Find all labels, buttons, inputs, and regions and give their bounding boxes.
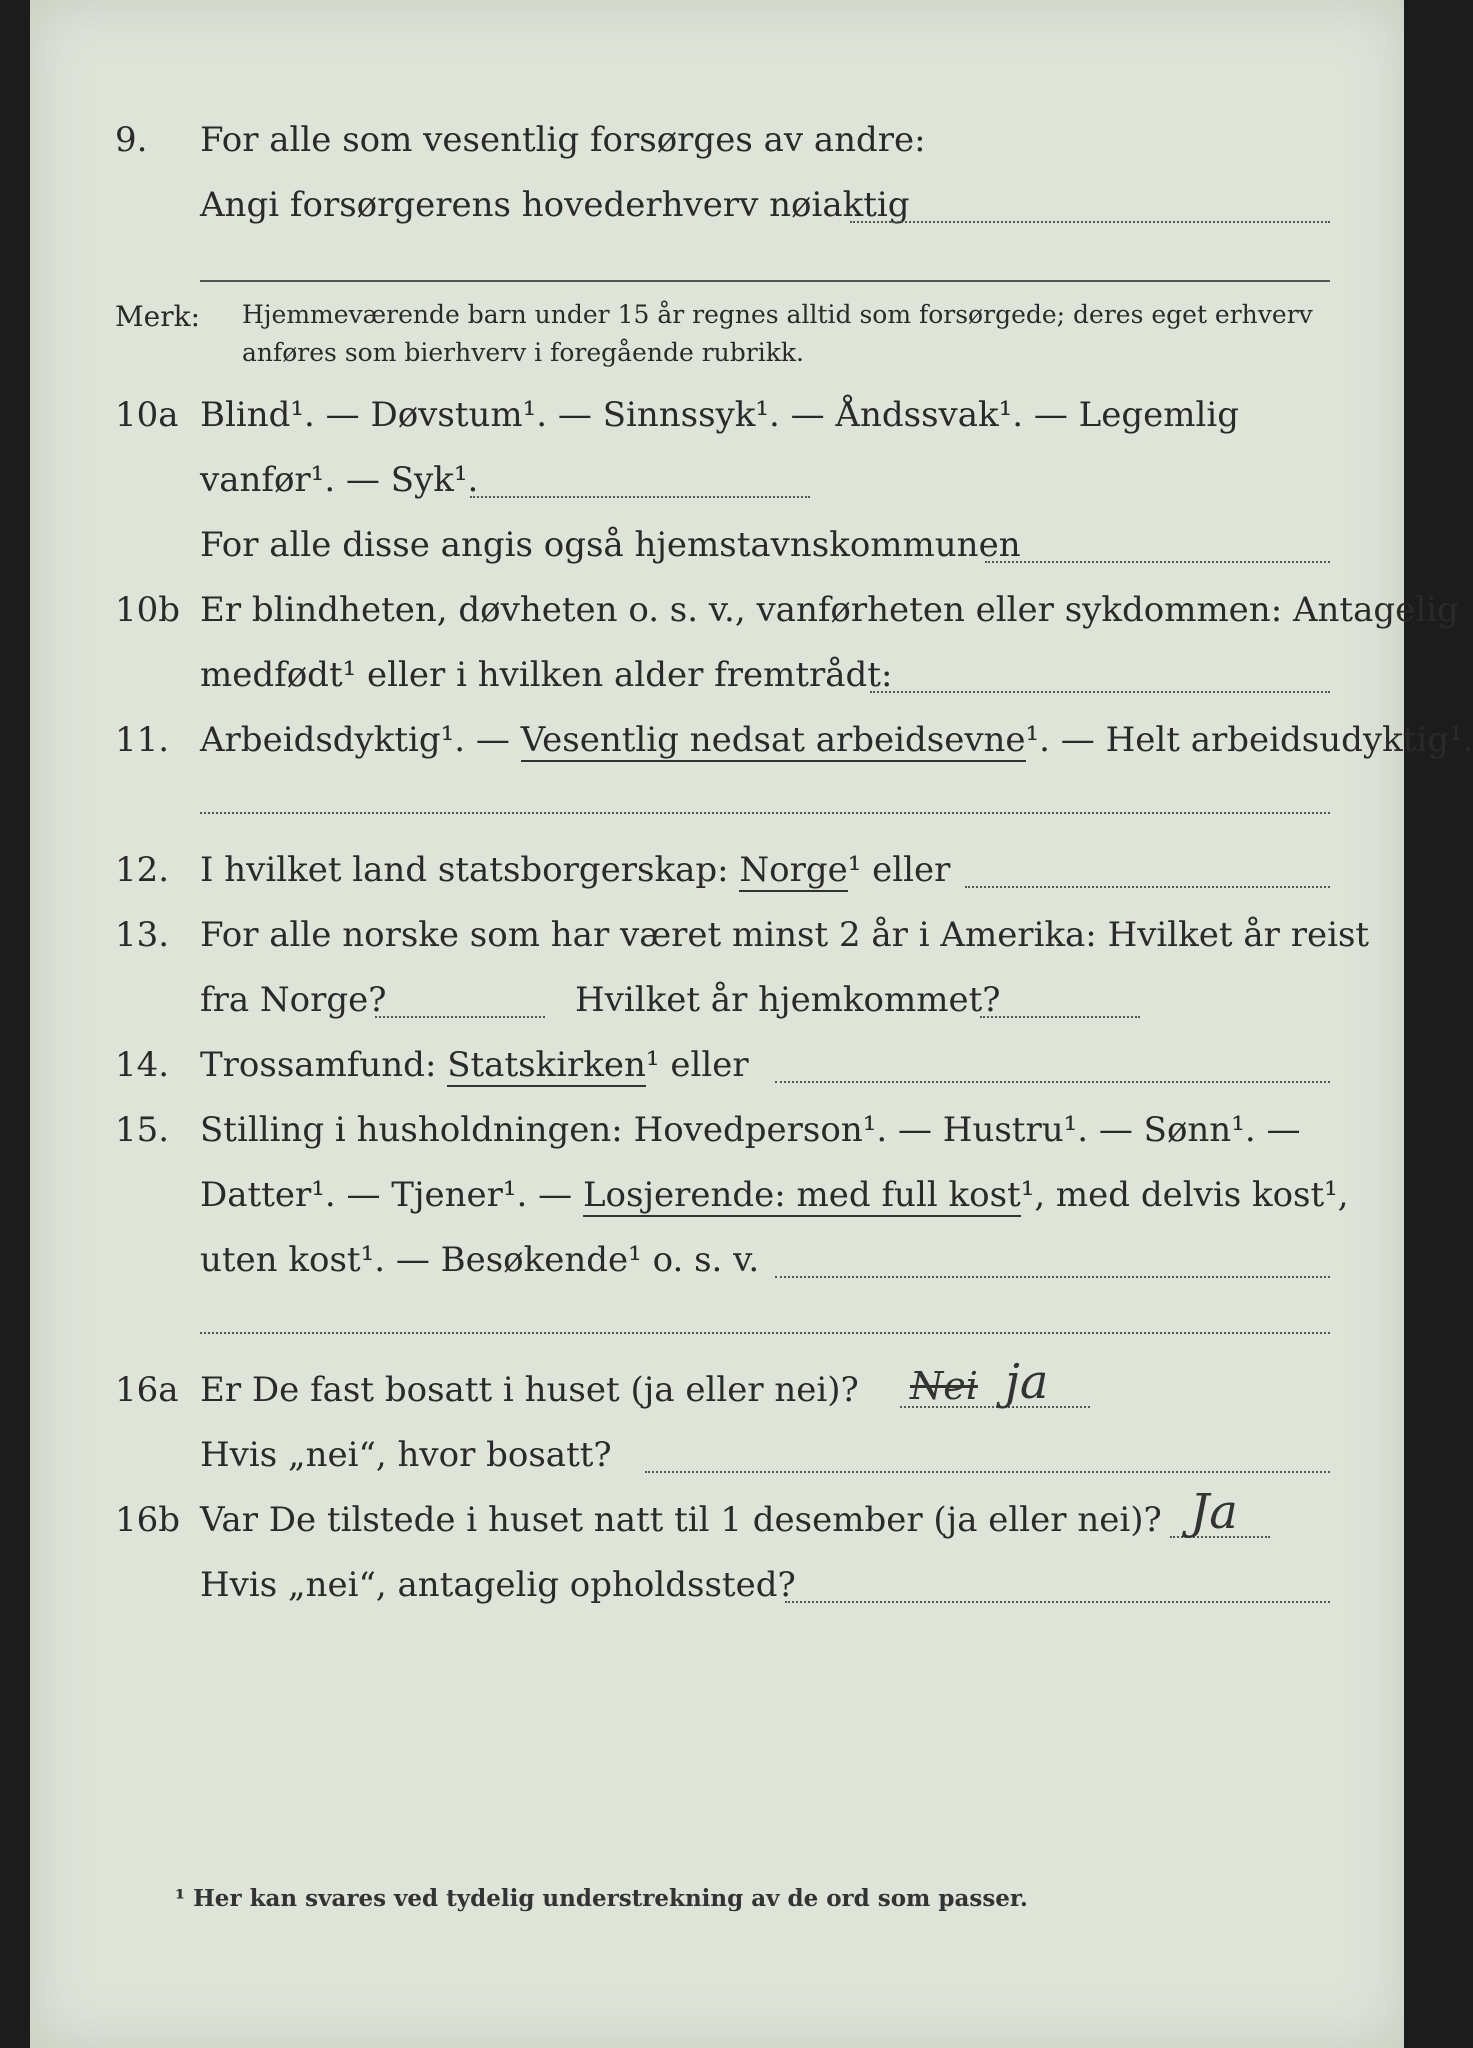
q15-answer-line[interactable] [775,1276,1330,1278]
q12-before: I hvilket land statsborgerskap: [200,850,740,890]
q12-answer-line[interactable] [965,886,1330,888]
q15-row3 [30,1240,1404,1300]
q10a-syk-line[interactable] [470,496,810,498]
q11-row [30,720,1473,780]
q11-underlined-answer: Vesentlig nedsat arbeidsevne [520,720,1026,760]
q16b-row [30,1484,1404,1560]
q16b-line2: Hvis „nei“, antagelig opholdssted? [200,1565,796,1605]
q15-line2-after: ¹, med delvis kost¹, [1020,1175,1349,1215]
q10a-row3 [30,525,1404,585]
footnote-row [30,1885,1404,1945]
q13-number: 13. [115,915,170,955]
q10b-line1: Er blindheten, døvheten o. s. v., vanførheten eller sykdommen: Antagelig [200,590,1459,630]
q16a-line1: Er De fast bosatt i huset (ja eller nei)? [200,1370,859,1410]
q11-number: 11. [115,720,170,760]
q9-answer-line[interactable] [850,221,1330,223]
q10a-row [30,395,1404,455]
q10b-line2: medfødt¹ eller i hvilken alder fremtrådt: [200,655,893,695]
q11-after: ¹. — Helt arbeidsudyktig¹. [1025,720,1473,760]
q10b-row2 [30,655,1404,715]
q10b-number: 10b [115,590,181,630]
merk-line2: anføres som bierhverv i foregående rubrikk. [242,338,804,367]
q13-line1: For alle norske som har været minst 2 år i Amerika: Hvilket år reist [200,915,1370,955]
q12-after: ¹ eller [847,850,951,890]
q10a-row2 [30,460,1404,520]
q11-separator [200,812,1330,814]
q13-row2 [30,980,1404,1040]
q12-row [30,850,1404,910]
q15-line2 [200,1175,1349,1215]
q13-line2b: Hvilket år hjemkommet? [575,980,1001,1020]
q15-line1: Stilling i husholdningen: Hovedperson¹. — Hustru¹. — Sønn¹. — [200,1110,1301,1150]
q16b-opholdssted-line[interactable] [785,1601,1330,1603]
q9-row [30,120,1404,180]
q15-underlined-answer: Losjerende: med full kost [582,1175,1021,1215]
q14-before: Trossamfund: [200,1045,448,1085]
q15-number: 15. [115,1110,170,1150]
q10b-answer-line[interactable] [870,691,1330,693]
q16b-line1: Var De tilstede i huset natt til 1 desember (ja eller nei)? [200,1500,1162,1540]
q13-row [30,915,1404,975]
q10a-number: 10a [115,395,179,435]
q16b-handwritten-answer: Ja [1190,1484,1238,1540]
q16a-line2: Hvis „nei“, hvor bosatt? [200,1435,612,1475]
q15-line3: uten kost¹. — Besøkende¹ o. s. v. [200,1240,760,1280]
merk-row2 [30,338,1404,398]
q16a-bosatt-line[interactable] [645,1471,1330,1473]
q9-separator [200,280,1330,282]
q16a-handwritten-answer: ja [1005,1354,1049,1410]
q11-text [200,720,1473,760]
q12-number: 12. [115,850,170,890]
merk-line1: Hjemmeværende barn under 15 år regnes alltid som forsørgede; deres eget erhverv [242,300,1313,329]
q16a-number: 16a [115,1370,179,1410]
footnote-text: ¹ Her kan svares ved tydelig understrekning av de ord som passer. [175,1885,1028,1912]
q16b-row2 [30,1565,1404,1625]
q15-line2-before: Datter¹. — Tjener¹. — [200,1175,583,1215]
q10a-line3: For alle disse angis også hjemstavnskommunen [200,525,1021,565]
q16a-row [30,1354,1404,1430]
q10a-line1: Blind¹. — Døvstum¹. — Sinnssyk¹. — Åndssvak¹. — Legemlig [200,395,1239,435]
q9-line2: Angi forsørgerens hovederhverv nøiaktig [200,185,910,225]
q12-text [200,850,950,890]
q12-underlined-answer: Norge [739,850,848,890]
q10a-hjemstavn-line[interactable] [985,561,1330,563]
q9-row2 [30,185,1404,245]
q14-underlined-answer: Statskirken [447,1045,646,1085]
q14-answer-line[interactable] [775,1081,1330,1083]
q15-row [30,1110,1404,1170]
merk-label: Merk: [115,300,201,333]
q14-row [30,1045,1404,1105]
q10a-line2: vanfør¹. — Syk¹. [200,460,479,500]
q9-line1: For alle som vesentlig forsørges av andre: [200,120,926,160]
q13-reist-line[interactable] [375,1016,545,1018]
q14-number: 14. [115,1045,170,1085]
q11-before: Arbeidsdyktig¹. — [200,720,521,760]
census-form-page [30,0,1473,2048]
q13-line2a: fra Norge? [200,980,387,1020]
q14-text [200,1045,749,1085]
q16a-struck-answer: Nei [910,1364,978,1408]
q10b-row [30,590,1459,650]
q15-row2 [30,1175,1404,1235]
q15-separator [200,1332,1330,1334]
q16b-number: 16b [115,1500,181,1540]
q9-number: 9. [115,120,148,160]
q13-hjemkommet-line[interactable] [980,1016,1140,1018]
q14-after: ¹ eller [645,1045,749,1085]
